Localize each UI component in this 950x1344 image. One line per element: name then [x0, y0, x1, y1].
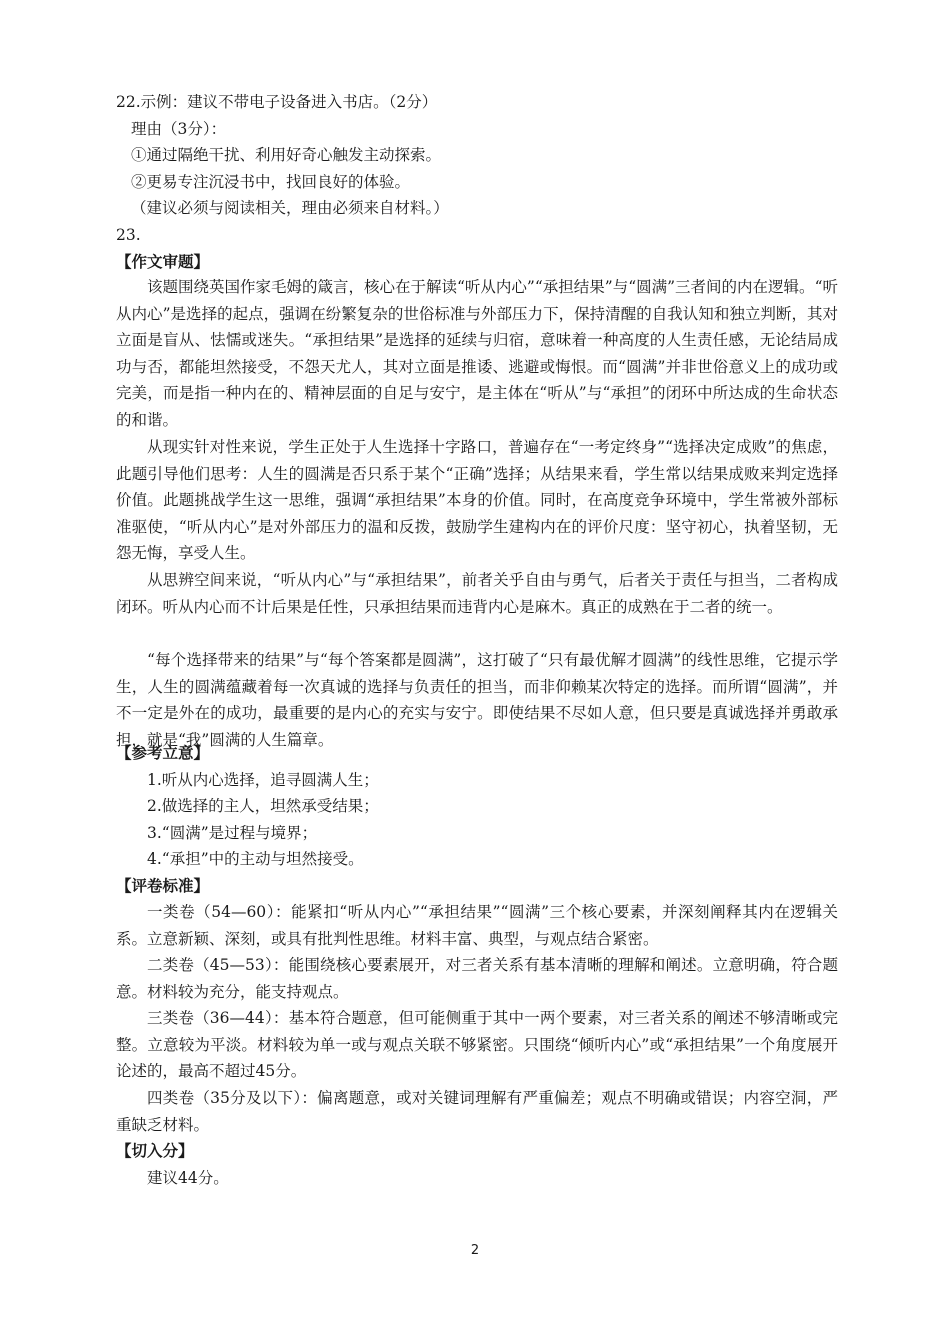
entry-score: 建议44分。: [147, 1168, 229, 1187]
review-heading: 【作文审题】: [116, 252, 210, 271]
review-paragraph-1: 该题围绕英国作家毛姆的箴言，核心在于解读“听从内心”“承担结果”与“圆满”三者间的内在逻辑。“听从内心”是选择的起点，强调在纷繁复杂的世俗标准与外部压力下，保持清醒的自我认知和独立判断，其对立面是盲从、怯懦或迷失。“承担结果”是选择的延续与归宿，意味着一种高度的人生责任感，无论结局成功与否，都能坦然接受，不怨天尤人，其对立面是推诿、逃避或悔恨。而“圆满”并非世俗意义上的成功或完美，而是指一种内在的、精神层面的自足与安宁，是主体在“听从”与“承担”的闭环中所达成的生命状态的和谐。: [116, 278, 838, 429]
entry-section: [116, 1138, 838, 1191]
q22-answer: 22.示例：建议不带电子设备进入书店。（2分）: [116, 93, 438, 111]
grading-class-2: 二类卷（45—53）：能围绕核心要素展开，对三者关系有基本清晰的理解和阐述。立意明确，符合题意。材料较为充分，能支持观点。: [116, 956, 838, 1001]
q22-note: （建议必须与阅读相关，理由必须来自材料。）: [131, 199, 449, 218]
grading-class-3: 三类卷（36—44）：基本符合题意，但可能侧重于其中一两个要素，对三者关系的阐述不够清晰或完整。立意较为平淡。材料较为单一或与观点关联不够紧密。只围绕“倾听内心”或“承担结果”一个角度展开论述的，最高不超过45分。: [116, 1009, 838, 1081]
grading-heading: 【评卷标准】: [116, 876, 210, 895]
reference-heading: 【参考立意】: [116, 744, 210, 762]
reference-item: 4.“承担”中的主动与坦然接受。: [147, 850, 364, 869]
q22-section: [116, 89, 838, 275]
review-paragraph-3: 从思辨空间来说，“听从内心”与“承担结果”，前者关乎自由与勇气，后者关于责任与担当，二者构成闭环。听从内心而不计后果是任性，只承担结果而违背内心是麻木。真正的成熟在于二者的统一。: [116, 571, 838, 616]
page-number: 2: [470, 1243, 480, 1258]
review-paragraph-2: 从现实针对性来说，学生正处于人生选择十字路口，普遍存在“一考定终身”“选择决定成败”的焦虑，此题引导他们思考：人生的圆满是否只系于某个“正确”选择；从结果来看，学生常以结果成败来判定选择价值。此题挑战学生这一思维，强调“承担结果”本身的价值。同时，在高度竞争环境中，学生常被外部标准驱使，“听从内心”是对外部压力的温和反拨，鼓励学生建构内在的评价尺度：坚守初心，执着坚韧，无怨无悔，享受人生。: [116, 438, 838, 563]
entry-heading: 【切入分】: [116, 1142, 194, 1160]
q22-reason-label: 理由（3分）：: [131, 119, 227, 138]
review-paragraph-4: “每个选择带来的结果”与“每个答案都是圆满”，这打破了“只有最优解才圆满”的线性思维，它提示学生，人生的圆满蕴藏着每一次真诚的选择与负责任的担当，而非仰赖某次特定的选择。而所谓“圆满”，并不一定是外在的成功，最重要的是内心的充实与安宁。即使结果不尽如人意，但只要是真诚选择并勇敢承担，就是“我”圆满的人生篇章。: [116, 651, 838, 749]
reference-item: 2.做选择的主人，坦然承受结果；: [147, 797, 379, 816]
q22-reason-2: ②更易专注沉浸书中，找回良好的体验。: [131, 172, 411, 191]
q22-reason-1: ①通过隔绝干扰、利用好奇心触发主动探索。: [131, 146, 442, 165]
reference-item: 3.“圆满”是过程与境界；: [147, 823, 318, 842]
q23-number: 23.: [116, 225, 141, 244]
reference-item: 1.听从内心选择，追寻圆满人生；: [147, 770, 379, 789]
reference-section: [116, 740, 838, 900]
grading-class-4: 四类卷（35分及以下）：偏离题意，或对关键词理解有严重偏差；观点不明确或错误；内容空洞，严重缺乏材料。: [116, 1089, 838, 1134]
grading-class-1: 一类卷（54—60）：能紧扣“听从内心”“承担结果”“圆满”三个核心要素，并深刻阐释其内在逻辑关系。立意新颖、深刻，或具有批判性思维。材料丰富、典型，与观点结合紧密。: [116, 903, 838, 948]
